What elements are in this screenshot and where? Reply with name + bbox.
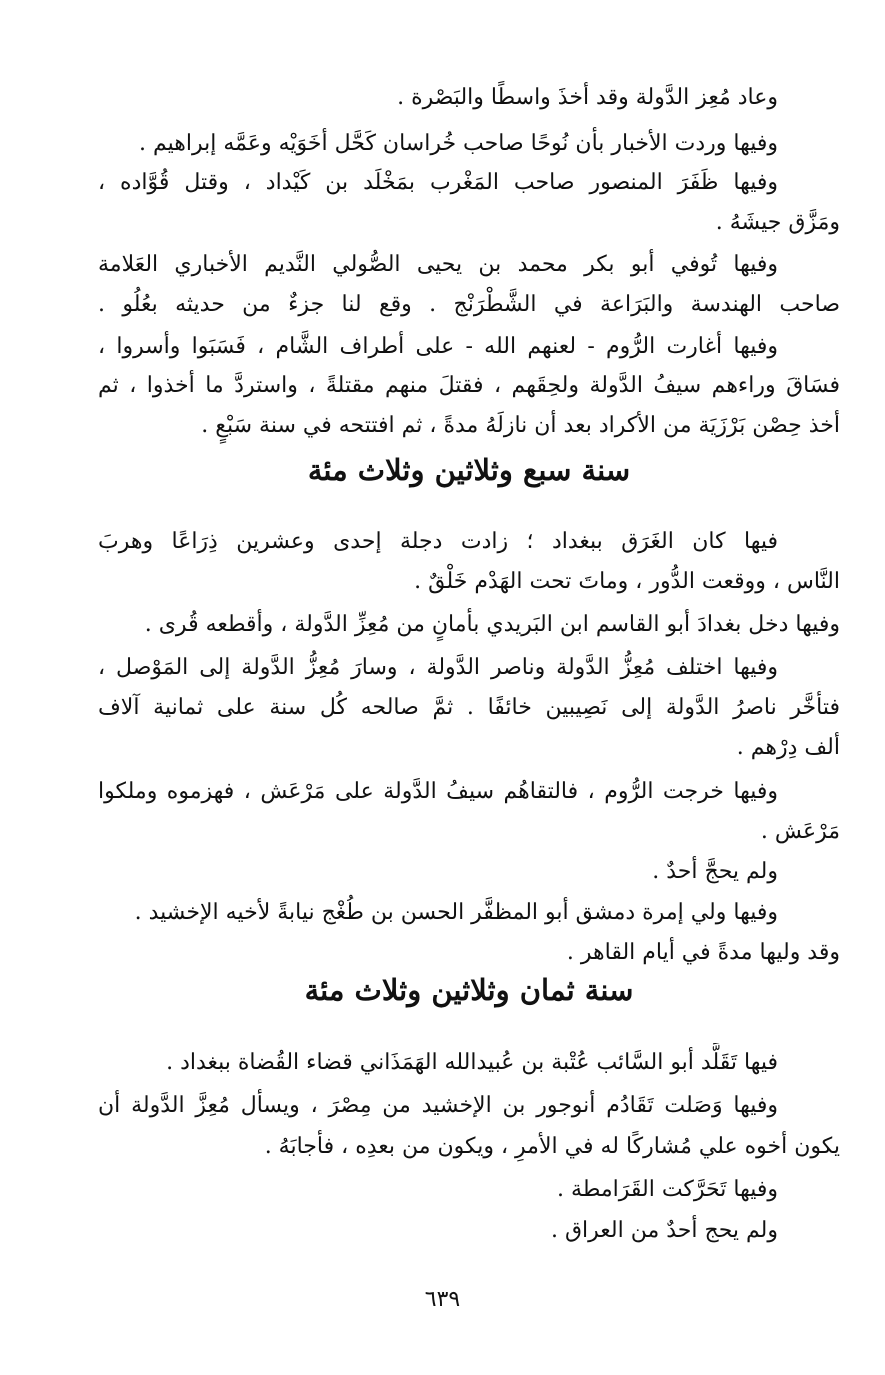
text-line: فيها كان الغَرَق ببغداد ؛ زادت دجلة إحدى وعشرين ذِرَاعًا وهربَ — [98, 529, 778, 554]
text-line: يكون أخوه علي مُشاركًا له في الأمرِ ، ويكون من بعدِه ، فأجابَهُ . — [264, 1134, 840, 1159]
section-heading: سنة سبع وثلاثين وثلاث مئة — [307, 453, 631, 487]
text-line: ولم يحج أحدٌ من العراق . — [551, 1218, 778, 1243]
text-line: مَرْعَش . — [760, 819, 840, 844]
text-line: وفيها ظَفَرَ المنصور صاحب المَغْرب بمَخْلَد بن كَيْداد ، وقتل قُوَّاده ، — [98, 170, 778, 195]
text-line: وفيها أغارت الرُّوم - لعنهم الله - على أطراف الشَّام ، فَسَبَوا وأسروا ، — [98, 334, 778, 359]
text-line: وفيها اختلف مُعِزُّ الدَّولة وناصر الدَّولة ، وسارَ مُعِزُّ الدَّولة إلى المَوْصل ، — [98, 655, 778, 680]
text-line: فتأخَّر ناصرُ الدَّولة إلى نَصِيبين خائفًا . ثمَّ صالحه كُل سنة على ثمانية آلاف — [98, 695, 840, 720]
text-line: وفيها وردت الأخبار بأن نُوحًا صاحب خُراسان كَحَّل أخَوَيْه وعَمَّه إبراهيم . — [139, 131, 778, 156]
section-heading: سنة ثمان وثلاثين وثلاث مئة — [304, 973, 634, 1007]
text-line: فيها تَقَلَّد أبو السَّائب عُتْبة بن عُبيدالله الهَمَذَاني قضاء القُضاة ببغداد . — [166, 1050, 778, 1075]
text-line: ألف دِرْهم . — [736, 735, 840, 760]
page-number: ٦٣٩ — [424, 1287, 461, 1312]
text-line: وفيها خرجت الرُّوم ، فالتقاهُم سيفُ الدَّولة على مَرْعَش ، فهزموه وملكوا — [98, 779, 778, 804]
text-line: وقد وليها مدةً في أيام القاهر . — [566, 940, 840, 965]
text-line: ومَزَّق جيشَهُ . — [715, 210, 840, 235]
text-line: فسَاقَ وراءهم سيفُ الدَّولة ولحِقَهم ، فقتلَ منهم مقتلةً ، واستردَّ ما أخذوا ، ثم — [98, 373, 840, 398]
text-line: ولم يحجَّ أحدٌ . — [652, 859, 778, 884]
text-line: أخذ حِصْن بَرْزَيَة من الأكراد بعد أن نازلَهُ مدةً ، ثم افتتحه في سنة سَبْعٍ . — [201, 413, 840, 438]
text-line: وعاد مُعِز الدَّولة وقد أخذَ واسطًا والبَصْرة . — [397, 85, 778, 110]
text-line: وفيها دخل بغدادَ أبو القاسم ابن البَريدي بأمانٍ من مُعِزِّ الدَّولة ، وأقطعه قُرى . — [144, 612, 840, 637]
text-line: وفيها تُوفي أبو بكر محمد بن يحيى الصُّولي النَّديم الأخباري العَلامة — [98, 252, 778, 277]
text-line: وفيها تَحَرَّكت القَرَامطة . — [557, 1177, 778, 1202]
text-line: النَّاس ، ووقعت الدُّور ، وماتَ تحت الهَدْم خَلْقٌ . — [414, 569, 840, 594]
text-line: وفيها وَصَلت تَقَادُم أنوجور بن الإخشيد من مِصْرَ ، ويسأل مُعِزَّ الدَّولة أن — [98, 1093, 778, 1118]
text-line: وفيها ولي إمرة دمشق أبو المظفَّر الحسن بن طُغْج نيابةً لأخيه الإخشيد . — [134, 900, 778, 925]
text-line: صاحب الهندسة والبَرَاعة في الشَّطْرَنْج . وقع لنا جزءٌ من حديثه بعُلُو . — [98, 292, 840, 317]
